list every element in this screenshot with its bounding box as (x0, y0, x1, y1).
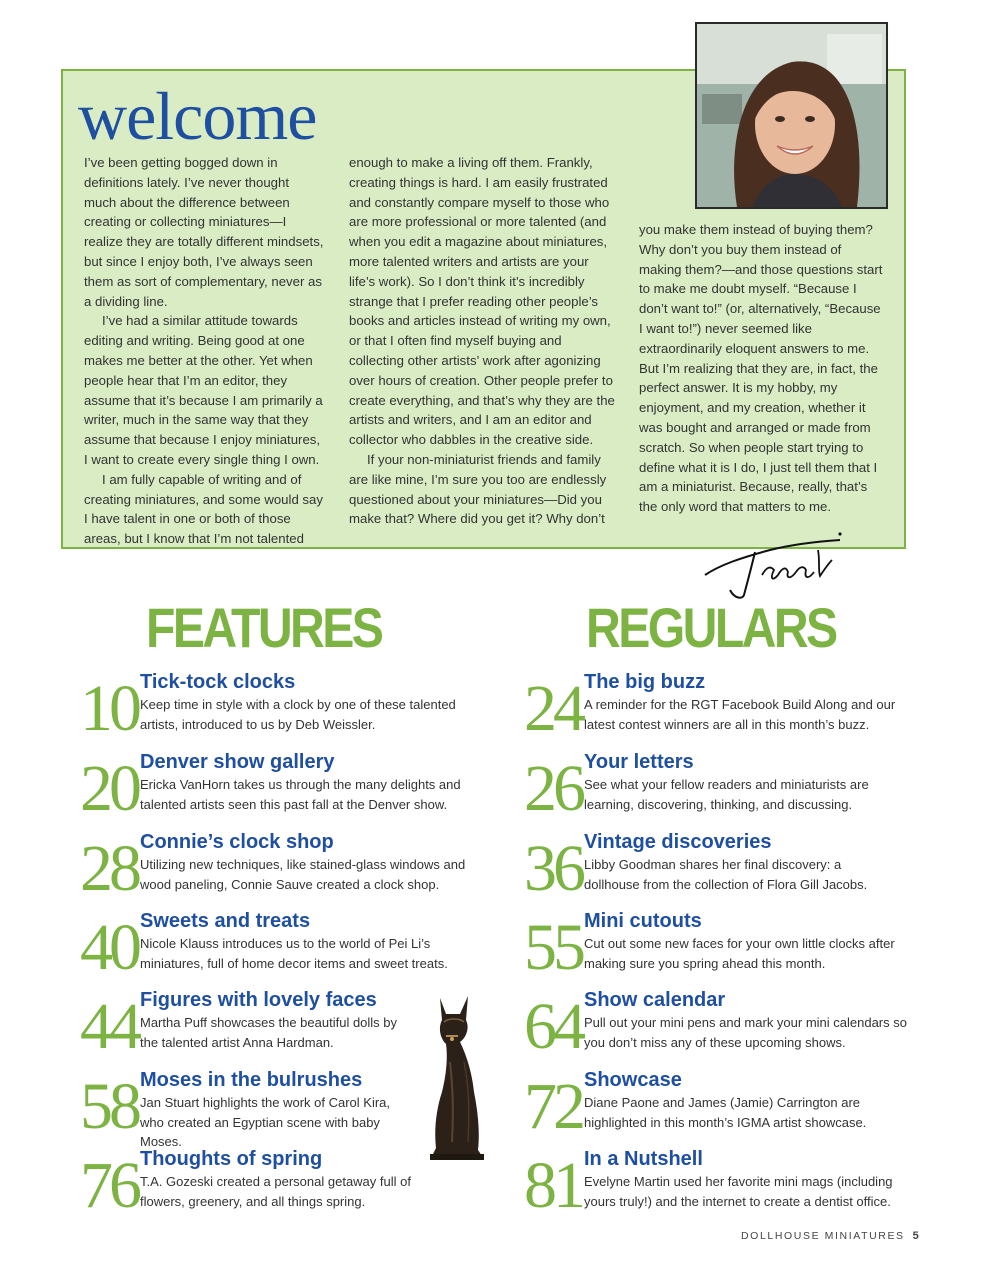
regulars-heading: REGULARS (586, 596, 836, 659)
article-title[interactable]: Showcase (584, 1069, 682, 1091)
article-title[interactable]: Your letters (584, 751, 694, 773)
article-description: Libby Goodman shares her final discovery: a dollhouse from the collection of Flora Gill Jacobs. (584, 857, 868, 892)
page-number: 72 (524, 1070, 582, 1143)
article-description: Utilizing new techniques, like stained-glass windows and wood paneling, Connie Sauve created a clock shop. (140, 857, 466, 892)
regular-item[interactable] (502, 670, 932, 745)
welcome-column-1 (84, 153, 324, 549)
article-title[interactable]: Mini cutouts (584, 910, 702, 932)
welcome-column-2 (349, 153, 617, 529)
article-title[interactable]: The big buzz (584, 671, 706, 693)
editor-portrait-image (697, 24, 886, 207)
article-description: Nicole Klauss introduces us to the world of Pei Li’s miniatures, full of home decor items and sweet treats. (140, 936, 448, 971)
article-title[interactable]: Moses in the bulrushes (140, 1069, 363, 1091)
features-heading: FEATURES (146, 596, 382, 659)
editor-photo (695, 22, 888, 209)
magazine-name: DOLLHOUSE MINIATURES (741, 1230, 905, 1242)
page-number: 26 (524, 752, 582, 825)
article-description: A reminder for the RGT Facebook Build Along and our latest contest winners are all in this month’s buzz. (584, 697, 896, 732)
article-description: Jan Stuart highlights the work of Carol Kira, who created an Egyptian scene with baby Moses. (140, 1095, 391, 1149)
article-description: Keep time in style with a clock by one of these talented artists, introduced to us by Deb Weissler. (140, 697, 456, 732)
welcome-column-3 (639, 220, 887, 517)
article-description: See what your fellow readers and miniaturists are learning, discovering, thinking, and discussing. (584, 777, 869, 812)
paragraph: I’ve been getting bogged down in definitions lately. I’ve never thought much about the difference between creating or collecting miniatures—I realize they are totally different mindsets, but since I enjoy both, I’ve always seen them as sort of complementary, never as a dividing line. (84, 155, 324, 309)
editor-signature (700, 520, 860, 600)
page-number: 64 (524, 990, 582, 1063)
paragraph: I’ve had a similar attitude towards editing and writing. Being good at one makes me better at the other. Yet when people hear that I’m an editor, they assume that it’s because I am primarily a writer, much in the same way that they assume that because I enjoy miniatures, I want to create every single thing I own. (84, 313, 323, 467)
regular-item[interactable] (502, 988, 932, 1063)
regular-item[interactable] (502, 830, 932, 905)
article-title[interactable]: In a Nutshell (584, 1148, 703, 1170)
page-number: 36 (524, 832, 582, 905)
regular-item[interactable] (502, 1068, 932, 1143)
page-footer (741, 1230, 919, 1242)
page-number: 28 (80, 832, 138, 905)
page-number: 10 (80, 672, 138, 745)
regular-item[interactable] (502, 909, 932, 984)
page-number: 58 (80, 1070, 138, 1143)
paragraph: If your non-miniaturist friends and family are like mine, I’m sure you too are endlessly questioned about your miniatures—Did you make that? Where did you get it? Why don’t (349, 451, 607, 527)
feature-item[interactable] (58, 750, 488, 825)
page-number: 24 (524, 672, 582, 745)
paragraph: you make them instead of buying them? Why don’t you buy them instead of making them?—and those questions start to make me doubt myself. “Because I don’t want to!” (or, alternatively, “Because I want to!”) never seemed like extraordinarily eloquent answers to me. But I’m realizing that they are, in fact, the perfect answer. It is my hobby, my enjoyment, and my creation, whether it was bought and arranged or made from scratch. So when people start trying to define what it is I do, I just tell them that I am a miniaturist. Because, really, that’s the only word that matters to me. (639, 222, 883, 515)
page-number-footer: 5 (912, 1230, 919, 1242)
article-title[interactable]: Thoughts of spring (140, 1148, 323, 1170)
paragraph: enough to make a living off them. Frankly, creating things is hard. I am easily frustrated and constantly compare myself to those who are more professional or more talented (and when you edit a magazine about miniatures, more talented writers and artists are your life’s work). So I don’t think it’s incredibly strange that I prefer reading other people’s books and articles instead of writing my own, or that I often find myself buying and collecting other artists’ work after agonizing over hours of creation. Other people prefer to create everything, and that’s why they are the artists and writers, and I am an editor and collector who dabbles in the creative side. (349, 155, 615, 448)
page-number: 76 (80, 1149, 138, 1222)
article-description: Martha Puff showcases the beautiful dolls by the talented artist Anna Hardman. (140, 1015, 398, 1050)
feature-item[interactable] (58, 670, 488, 745)
cat-statue-image (420, 992, 490, 1162)
article-description: Ericka VanHorn takes us through the many delights and talented artists seen this past fall at the Denver show. (140, 777, 461, 812)
feature-item[interactable] (58, 909, 488, 984)
regular-item[interactable] (502, 750, 932, 825)
page-number: 40 (80, 911, 138, 984)
article-description: Diane Paone and James (Jamie) Carrington are highlighted in this month’s IGMA artist showcase. (584, 1095, 867, 1130)
article-description: T.A. Gozeski created a personal getaway full of flowers, greenery, and all things spring. (140, 1174, 411, 1209)
page-number: 55 (524, 911, 582, 984)
article-title[interactable]: Connie’s clock shop (140, 831, 334, 853)
regular-item[interactable] (502, 1147, 932, 1222)
page-number: 20 (80, 752, 138, 825)
article-description: Cut out some new faces for your own little clocks after making sure you spring ahead this month. (584, 936, 895, 971)
page-number: 44 (80, 990, 138, 1063)
article-title[interactable]: Tick-tock clocks (140, 671, 296, 693)
article-title[interactable]: Figures with lovely faces (140, 989, 377, 1011)
article-title[interactable]: Vintage discoveries (584, 831, 772, 853)
page-number: 81 (524, 1149, 582, 1222)
article-title[interactable]: Show calendar (584, 989, 726, 1011)
feature-item[interactable] (58, 830, 488, 905)
paragraph: I am fully capable of writing and of creating miniatures, and some would say I have talent in one or both of those areas, but I know that I’m not talented (84, 471, 323, 547)
article-description: Evelyne Martin used her favorite mini mags (including yours truly!) and the internet to create a dentist office. (584, 1174, 893, 1209)
article-description: Pull out your mini pens and mark your mini calendars so you don’t miss any of these upcoming shows. (584, 1015, 907, 1050)
article-title[interactable]: Sweets and treats (140, 910, 311, 932)
welcome-title: welcome (78, 78, 317, 154)
article-title[interactable]: Denver show gallery (140, 751, 335, 773)
